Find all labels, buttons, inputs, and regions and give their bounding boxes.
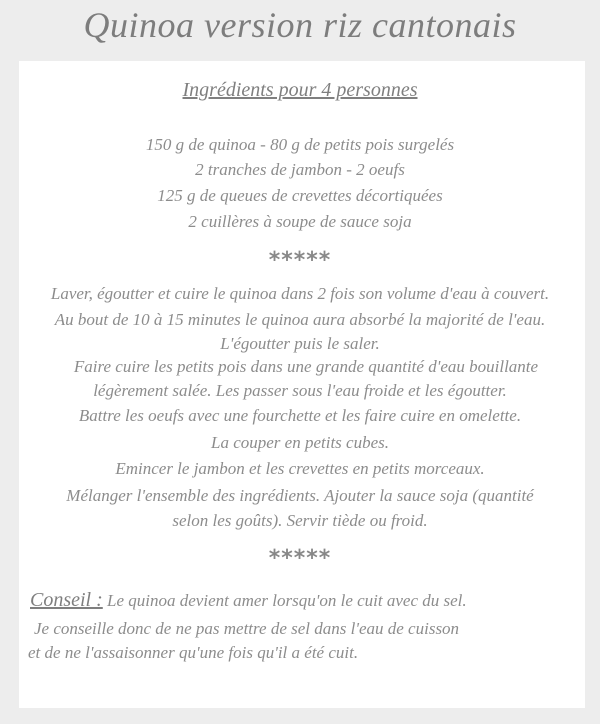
step-line: La couper en petits cubes.: [211, 433, 389, 452]
step-line: Emincer le jambon et les crevettes en petits morceaux.: [115, 459, 485, 478]
step-line: selon les goûts). Servir tiède ou froid.: [172, 511, 428, 530]
step-line: légèrement salée. Les passer sous l'eau froide et les égoutter.: [93, 381, 507, 400]
ingredient-line: 2 tranches de jambon - 2 oeufs: [195, 160, 405, 179]
advice-first-line: [30, 589, 467, 612]
advice-text: Le quinoa devient amer lorsqu'on le cuit avec du sel.: [107, 591, 467, 610]
ingredient-line: 150 g de quinoa - 80 g de petits pois surgelés: [145, 135, 455, 154]
step-line: L'égoutter puis le saler.: [220, 334, 380, 353]
step-line: Mélanger l'ensemble des ingrédients. Ajouter la sauce soja (quantité: [66, 486, 534, 505]
ingredients-heading: Ingrédients pour 4 personnes: [182, 79, 418, 101]
advice-text: Je conseille donc de ne pas mettre de sel dans l'eau de cuisson: [34, 619, 460, 638]
step-line: Au bout de 10 à 15 minutes le quinoa aura absorbé la majorité de l'eau.: [54, 310, 546, 329]
separator-stars: *****: [268, 546, 332, 571]
step-line: Laver, égoutter et cuire le quinoa dans 2 fois son volume d'eau à couvert.: [50, 284, 550, 303]
step-line: Battre les oeufs avec une fourchette et les faire cuire en omelette.: [78, 406, 522, 425]
step-line: Faire cuire les petits pois dans une grande quantité d'eau bouillante: [73, 357, 539, 376]
advice-label: Conseil :: [30, 589, 103, 611]
recipe-title: Quinoa version riz cantonais: [83, 5, 517, 45]
ingredient-line: 125 g de queues de crevettes décortiquées: [157, 186, 443, 205]
separator-stars: *****: [268, 248, 332, 273]
advice-text: et de ne l'assaisonner qu'une fois qu'il a été cuit.: [28, 643, 359, 662]
ingredient-line: 2 cuillères à soupe de sauce soja: [188, 212, 412, 231]
